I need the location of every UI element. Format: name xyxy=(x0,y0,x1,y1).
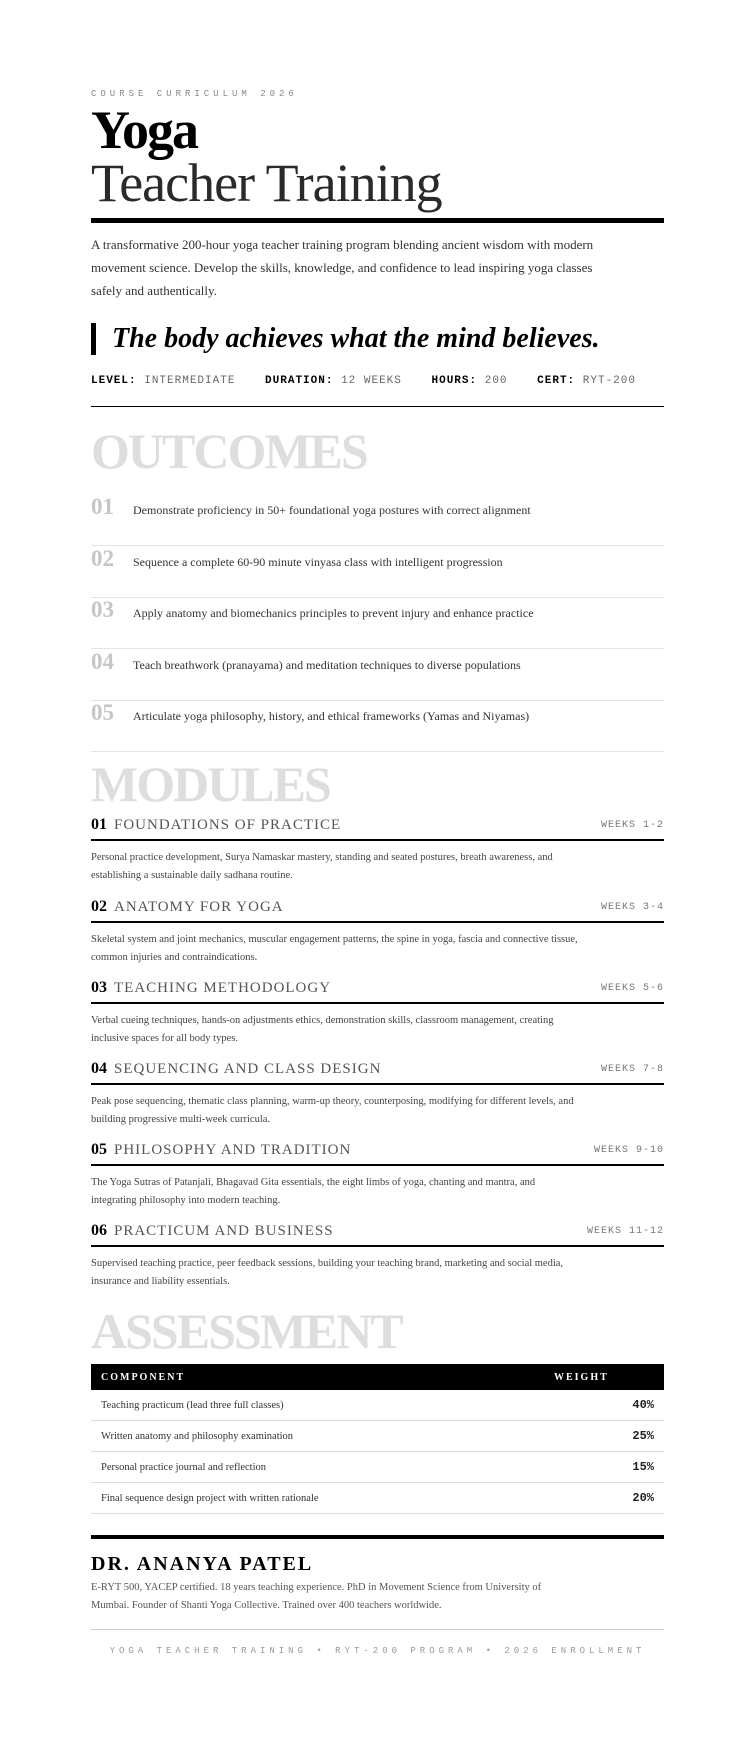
pull-quote: The body achieves what the mind believes. xyxy=(91,323,600,355)
weight-cell: 25% xyxy=(544,1421,664,1452)
weight-cell: 15% xyxy=(544,1452,664,1483)
module-description: Skeletal system and joint mechanics, muscular engagement patterns, the spine in yoga, fascia and connective tissue, common injuries and contraindications. xyxy=(91,934,578,963)
outcome-number: 05 xyxy=(91,700,114,725)
outcome-text: Teach breathwork (pranayama) and meditation techniques to diverse populations xyxy=(133,658,521,672)
author-divider xyxy=(91,1535,664,1539)
footer-text: YOGA TEACHER TRAINING • RYT-200 PROGRAM • 2026 ENROLLMENT xyxy=(109,1646,646,1656)
meta-level: LEVEL: INTERMEDIATE xyxy=(91,375,236,387)
author-bio: E-RYT 500, YACEP certified. 18 years teaching experience. PhD in Movement Science from University of Mumbai. Founder of Shanti Yoga Collective. Trained over 400 teachers worldwide. xyxy=(91,1582,542,1611)
author-name: DR. ANANYA PATEL xyxy=(91,1553,314,1575)
intro-paragraph: A transformative 200-hour yoga teacher training program blending ancient wisdom with modern movement science. Develop the skills, knowledge, and confidence to lead inspiring yoga classes safely and authentically. xyxy=(91,237,594,298)
component-cell: Final sequence design project with written rationale xyxy=(91,1483,544,1514)
module-header xyxy=(91,979,664,1004)
module-title: ANATOMY FOR YOGA xyxy=(114,899,284,915)
module-weeks: WEEKS 9-10 xyxy=(593,1145,664,1156)
column-header-component: COMPONENT xyxy=(91,1364,544,1390)
module-block xyxy=(91,816,664,885)
outcome-item xyxy=(91,494,664,546)
weight-cell: 20% xyxy=(544,1483,664,1514)
meta-cert: CERT: RYT-200 xyxy=(537,375,636,387)
assessment-table xyxy=(91,1364,664,1514)
weight-cell: 40% xyxy=(544,1390,664,1421)
module-block xyxy=(91,1141,664,1210)
module-title: TEACHING METHODOLOGY xyxy=(114,980,332,996)
outcome-number: 03 xyxy=(91,597,114,622)
title-line-2: Teacher Training xyxy=(91,153,442,213)
module-title: PRACTICUM AND BUSINESS xyxy=(114,1223,334,1239)
module-header xyxy=(91,1060,664,1085)
module-number: 06 xyxy=(91,1222,107,1239)
outcome-text: Sequence a complete 60-90 minute vinyasa class with intelligent progression xyxy=(133,555,503,569)
footer-divider xyxy=(91,1629,664,1630)
outcome-text: Articulate yoga philosophy, history, and ethical frameworks (Yamas and Niyamas) xyxy=(133,709,530,723)
table-row xyxy=(91,1421,664,1452)
meta-hours: HOURS: 200 xyxy=(431,375,508,387)
module-weeks: WEEKS 7-8 xyxy=(600,1064,664,1075)
module-header xyxy=(91,898,664,923)
module-block xyxy=(91,979,664,1048)
module-title: FOUNDATIONS OF PRACTICE xyxy=(114,817,342,833)
module-number: 05 xyxy=(91,1141,107,1158)
outcome-item xyxy=(91,700,664,752)
module-title: PHILOSOPHY AND TRADITION xyxy=(114,1142,352,1158)
module-weeks: WEEKS 3-4 xyxy=(600,902,664,913)
meta-divider xyxy=(91,406,664,407)
meta-duration: DURATION: 12 WEEKS xyxy=(265,375,402,387)
module-description: The Yoga Sutras of Patanjali, Bhagavad Gita essentials, the eight limbs of yoga, chanting and mantra, and integrating philosophy into modern teaching. xyxy=(91,1177,536,1206)
eyebrow: COURSE CURRICULUM 2026 xyxy=(91,89,298,99)
outcomes-heading: OUTCOMES xyxy=(91,423,367,479)
module-title: SEQUENCING AND CLASS DESIGN xyxy=(114,1061,382,1077)
table-row xyxy=(91,1452,664,1483)
modules-heading: MODULES xyxy=(91,756,330,812)
outcome-number: 01 xyxy=(91,494,114,519)
module-description: Supervised teaching practice, peer feedback sessions, building your teaching brand, marketing and social media, insurance and liability essentials. xyxy=(91,1258,564,1287)
module-number: 02 xyxy=(91,898,107,915)
outcome-item xyxy=(91,649,664,701)
table-header-row xyxy=(91,1364,664,1390)
module-description: Verbal cueing techniques, hands-on adjustments ethics, demonstration skills, classroom management, creating inclusive spaces for all body types. xyxy=(91,1015,554,1044)
module-number: 01 xyxy=(91,816,107,833)
module-description: Peak pose sequencing, thematic class planning, warm-up theory, counterposing, modifying for different levels, and building progressive multi-week curricula. xyxy=(91,1096,574,1125)
module-weeks: WEEKS 11-12 xyxy=(586,1226,664,1237)
table-row xyxy=(91,1390,664,1421)
outcome-number: 02 xyxy=(91,546,114,571)
module-block xyxy=(91,898,664,967)
module-number: 04 xyxy=(91,1060,107,1077)
outcome-item xyxy=(91,597,664,649)
assessment-heading: ASSESSMENT xyxy=(91,1303,402,1359)
table-row xyxy=(91,1483,664,1514)
module-number: 03 xyxy=(91,979,107,996)
module-weeks: WEEKS 1-2 xyxy=(600,820,664,831)
module-block xyxy=(91,1060,664,1129)
component-cell: Teaching practicum (lead three full classes) xyxy=(91,1390,544,1421)
outcome-number: 04 xyxy=(91,649,114,674)
module-description: Personal practice development, Surya Namaskar mastery, standing and seated postures, breath awareness, and establishing a sustainable daily sadhana routine. xyxy=(91,852,553,881)
title-line-1: Yoga xyxy=(91,100,198,160)
module-header xyxy=(91,816,664,841)
module-header xyxy=(91,1222,664,1247)
component-cell: Written anatomy and philosophy examination xyxy=(91,1421,544,1452)
module-header xyxy=(91,1141,664,1166)
module-weeks: WEEKS 5-6 xyxy=(600,983,664,994)
module-block xyxy=(91,1222,664,1291)
outcome-item xyxy=(91,546,664,598)
outcome-text: Apply anatomy and biomechanics principles to prevent injury and enhance practice xyxy=(133,606,534,620)
meta-row xyxy=(91,375,658,387)
title-divider xyxy=(91,218,664,223)
column-header-weight: WEIGHT xyxy=(544,1364,664,1390)
outcome-text: Demonstrate proficiency in 50+ foundational yoga postures with correct alignment xyxy=(133,503,531,517)
component-cell: Personal practice journal and reflection xyxy=(91,1452,544,1483)
